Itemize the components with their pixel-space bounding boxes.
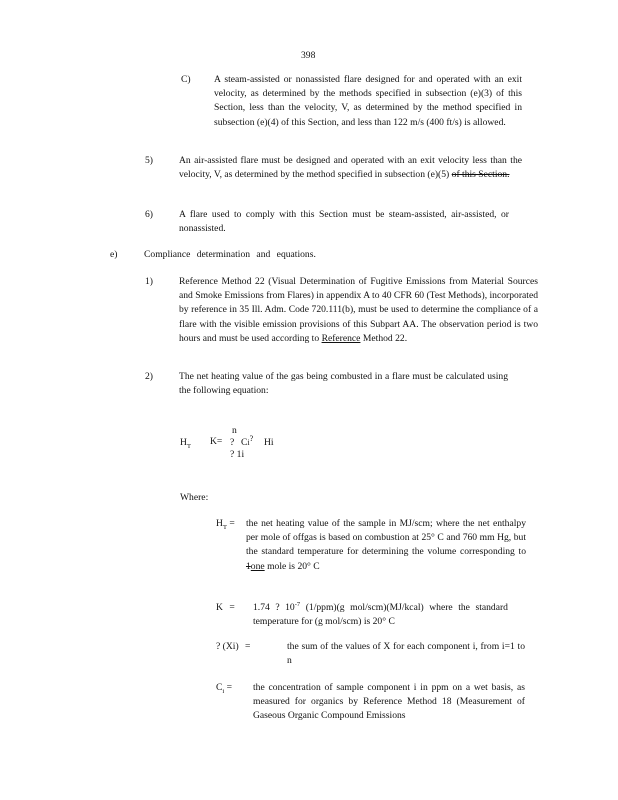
item-c-marker: C) — [181, 74, 191, 85]
item-6-marker: 6) — [145, 209, 153, 220]
item-5-struck: of this Section. — [451, 169, 510, 181]
sigma-lower-limit: ? 1i — [230, 449, 245, 460]
equation-k: K= — [210, 436, 223, 447]
def-ht-text: the net heating value of the sample in MJ/scm; where the net enthalpy per mole of offgas is based on combustion at 25° C and 760 mm Hg, but the standard temperature for determining the volume corresponding to 1one mole is 20° C — [246, 518, 526, 572]
sigma-upper-limit: n — [232, 425, 237, 436]
item-e1-paragraph — [179, 275, 538, 346]
item-5-marker: 5) — [145, 155, 153, 166]
item-e2-text: The net heating value of the gas being combusted in a flare must be calculated using the following equation: — [179, 371, 508, 397]
equation-lhs: $H_T$ — [180, 437, 191, 450]
page-number: 398 — [301, 50, 316, 61]
section-e-marker: e) — [110, 249, 118, 260]
item-c-text: A steam-assisted or nonassisted flare designed for and operated with an exit velocity, as determined by the methods specified in subsection (e)(3) of this Section, less than the velocity, V, as determined by the method specified in subsection (e)(4) of this Section, and less than 122 m/s (400 ft/s) is allowed. — [214, 74, 522, 128]
def-ht-term: $H_T$ = — [216, 518, 235, 531]
item-5-paragraph — [179, 154, 522, 182]
def-k-term: K = — [216, 602, 235, 613]
item-5-text: An air-assisted flare must be designed and operated with an exit velocity less than the velocity, V, as determined by the method specified in subsection (e)(5) — [179, 155, 522, 181]
item-e1-text: Reference Method 22 (Visual Determination of Fugitive Emissions from Material Sources and Smoke Emissions from Flares) in appendix A to 40 CFR 60 (Test Methods), incorporated by reference in 35 Ill. Adm. Code 720.111(b), must be used to determine the compliance of a flare with the visible emission provisions of this Subpart AA. The observation period is two hours and must be used according to — [179, 276, 538, 344]
net-heating-equation — [180, 425, 300, 465]
equation-body: Ci? — [241, 433, 254, 448]
item-e1-marker: 1) — [145, 276, 153, 287]
def-k-text: 1.74 ? $10^{-7}$ (1/ppm)(g mol/scm)(MJ/kcal) where the standard temperature for (g mol/scm) is 20° C — [253, 600, 508, 628]
def-sum-text: the sum of the values of X for each component i, from i=1 to n — [287, 641, 525, 667]
def-ht-underlined: one — [250, 560, 265, 572]
item-e2-marker: 2) — [145, 371, 153, 382]
section-e-heading: Compliance determination and equations. — [144, 249, 316, 260]
item-6-text: A flare used to comply with this Section must be steam-assisted, air-assisted, or nonassisted. — [179, 209, 509, 235]
item-e1-underlined: Reference — [321, 332, 361, 344]
item-e1-tail: Method 22. — [362, 332, 408, 344]
def-ci-text: the concentration of sample component i in ppm on a wet basis, as measured for organics by Reference Method 18 (Measurement of Gaseous Organic Compound Emissions — [253, 682, 525, 722]
def-ht-struck: 1 — [246, 560, 251, 572]
def-sum-term: ? (Xi) = — [216, 641, 251, 652]
sigma-symbol: ? — [230, 437, 235, 448]
def-ci-term: $C_i$ = — [216, 682, 233, 695]
where-label: Where: — [180, 492, 209, 503]
equation-hi: Hi — [264, 437, 274, 448]
